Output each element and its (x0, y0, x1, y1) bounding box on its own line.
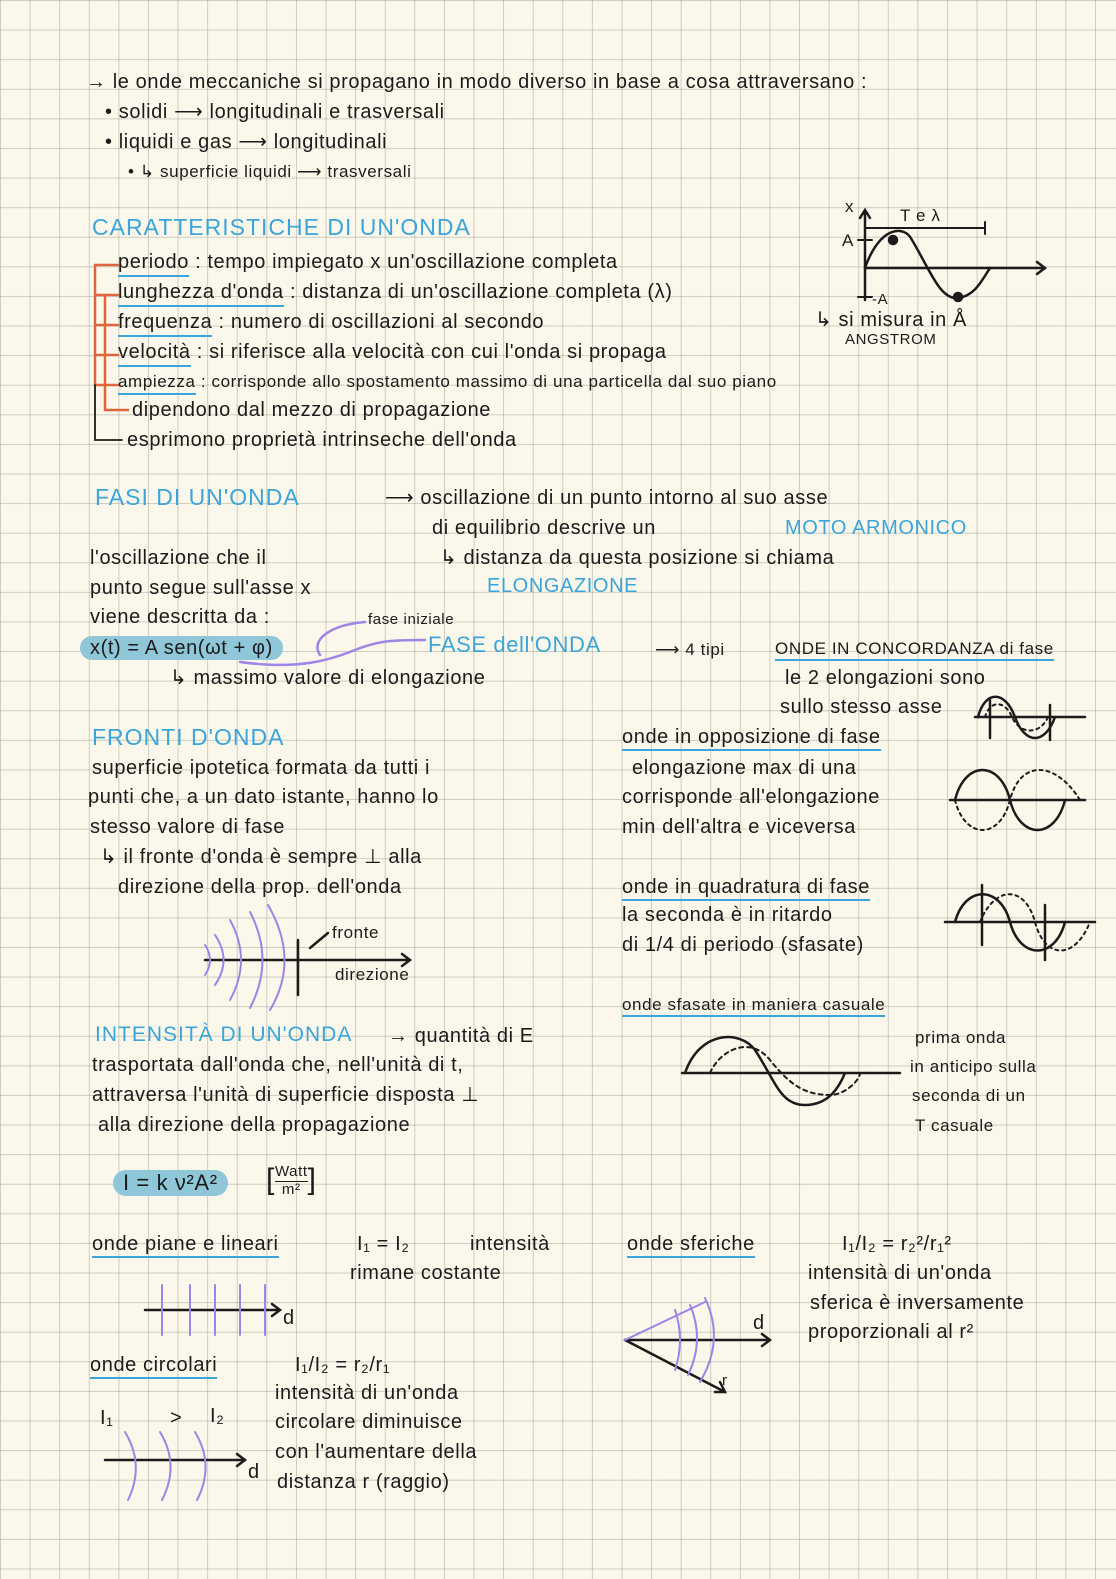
elongazione: ELONGAZIONE (487, 575, 639, 597)
graph-x-label: x (845, 197, 855, 216)
concordanza-diagram (975, 697, 1085, 740)
fase-onda-label: FASE dell'ONDA (428, 632, 601, 657)
intensita-text: trasportata dall'onda che, nell'unità di t, (92, 1054, 464, 1076)
fronti-text: ↳ il fronte d'onda è sempre ⊥ alla (100, 846, 422, 868)
intensita-text: → quantità di E (388, 1025, 534, 1047)
char-item: velocità : si riferisce alla velocità con cui l'onda si propaga (118, 342, 667, 362)
opposizione-text: corrisponde all'elongazione (622, 786, 880, 808)
intro-item: • solidi ⟶ longitudinali e trasversali (105, 101, 445, 123)
fronti-text: punti che, a un dato istante, hanno lo (88, 786, 439, 808)
opposizione-diagram (950, 770, 1085, 830)
char-item: periodo : tempo impiegato x un'oscillazione completa (118, 252, 618, 272)
piane-diagram (145, 1285, 280, 1335)
heading-fasi: FASI DI UN'ONDA (95, 484, 300, 510)
graph-a-label: A (842, 231, 854, 250)
fronte-label: fronte (332, 923, 380, 942)
casuale-text: T casuale (915, 1116, 994, 1135)
quadratura-text: di 1/4 di periodo (sfasate) (622, 934, 864, 956)
massimo-note: ↳ massimo valore di elongazione (170, 667, 486, 689)
fasi-desc: ↳ distanza da questa posizione si chiama (440, 547, 835, 569)
intensity-formula: I = k ν²A² (113, 1170, 228, 1196)
piane-text: rimane costante (350, 1262, 502, 1284)
concordanza-text: le 2 elongazioni sono (785, 667, 986, 689)
fasi-desc: di equilibrio descrive un (432, 517, 657, 539)
opposizione-title: onde in opposizione di fase (622, 727, 881, 751)
sferiche-axis-label: d (753, 1312, 765, 1334)
intro-item: • ↳ superficie liquidi ⟶ trasversali (128, 162, 412, 181)
sferiche-title: onde sferiche (627, 1234, 755, 1258)
char-item: ampiezza : corrisponde allo spostamento massimo di una particella dal suo piano (118, 373, 777, 390)
sferiche-text: intensità di un'onda (808, 1262, 992, 1284)
quadratura-text: la seconda è in ritardo (622, 904, 833, 926)
heading-caratteristiche: CARATTERISTICHE DI UN'ONDA (92, 214, 471, 240)
concordanza-text: sullo stesso asse (780, 696, 943, 718)
intensita-text: attraversa l'unità di superficie disposta ⊥ (92, 1084, 480, 1106)
intro-item: • liquidi e gas ⟶ longitudinali (105, 131, 388, 153)
moto-armonico: MOTO ARMONICO (785, 517, 967, 539)
wave-graph (858, 210, 1045, 301)
casuale-diagram (682, 1037, 900, 1105)
circolari-text: distanza r (raggio) (277, 1471, 450, 1493)
opposizione-text: min dell'altra e viceversa (622, 816, 856, 838)
sferiche-diagram (625, 1298, 770, 1392)
char-item: lunghezza d'onda : distanza di un'oscillazione completa (λ) (118, 282, 672, 302)
quadratura-title: onde in quadratura di fase (622, 877, 870, 901)
casuale-title: onde sfasate in maniera casuale (622, 996, 885, 1017)
fasi-left: viene descritta da : (90, 606, 270, 628)
piane-axis-label: d (283, 1307, 295, 1329)
circolari-formula: I₁/I₂ = r₂/r₁ (295, 1354, 391, 1376)
fronti-text: superficie ipotetica formata da tutti i (92, 757, 430, 779)
casuale-text: prima onda (915, 1028, 1007, 1047)
piane-formula: I₁ = I₂ (357, 1233, 410, 1255)
graph-period-label: T e λ (900, 206, 941, 225)
heading-intensita: INTENSITÀ DI UN'ONDA (95, 1023, 353, 1046)
phase-formula: x(t) = A sen(ωt + φ) (80, 636, 283, 660)
direzione-label: direzione (335, 965, 410, 984)
sferiche-formula: I₁/I₂ = r₂²/r₁² (842, 1233, 952, 1255)
group-note: dipendono dal mezzo di propagazione (132, 399, 492, 421)
circolari-title: onde circolari (90, 1355, 217, 1379)
circolari-diagram (105, 1432, 245, 1500)
sferiche-text: sferica è inversamente (810, 1292, 1025, 1314)
casuale-text: in anticipo sulla (910, 1057, 1037, 1076)
piane-title: onde piane e lineari (92, 1234, 279, 1258)
unit-name: ANGSTROM (845, 331, 937, 348)
sferiche-radius-label: r (722, 1372, 728, 1389)
sferiche-text: proporzionali al r² (808, 1321, 974, 1343)
fase-iniziale-label: fase iniziale (368, 611, 455, 628)
intensity-unit: [ $\frac{\text{Watt}}{\text{m²}}$ ] (266, 1162, 317, 1198)
piane-text: intensità (470, 1233, 550, 1255)
group-note: esprimono proprietà intrinseche dell'onda (127, 429, 517, 451)
quadratura-diagram (945, 885, 1095, 960)
fasi-left: punto segue sull'asse x (90, 577, 312, 599)
heading-fronti: FRONTI D'ONDA (92, 724, 285, 750)
fronti-text: stesso valore di fase (90, 816, 285, 838)
intensita-text: alla direzione della propagazione (98, 1114, 411, 1136)
intro-line: → le onde meccaniche si propagano in modo diverso in base a cosa attraversano : (86, 71, 868, 93)
fasi-left: l'oscillazione che il (90, 547, 267, 569)
i2-label: I₂ (210, 1405, 225, 1427)
circolari-text: con l'aumentare della (275, 1441, 478, 1463)
unit-note: ↳ si misura in Å (815, 309, 967, 331)
circolari-text: circolare diminuisce (275, 1411, 463, 1433)
graph-neg-a-label: -A (872, 291, 889, 308)
fronti-text: direzione della prop. dell'onda (118, 876, 402, 898)
circolari-text: intensità di un'onda (275, 1382, 459, 1404)
char-item: frequenza : numero di oscillazioni al secondo (118, 312, 544, 332)
opposizione-text: elongazione max di una (632, 757, 857, 779)
tipi-label: ⟶ 4 tipi (655, 640, 725, 659)
gt-label: > (170, 1407, 183, 1429)
casuale-text: seconda di un (912, 1086, 1026, 1105)
fasi-desc: ⟶ oscillazione di un punto intorno al suo asse (385, 487, 829, 509)
concordanza-title: ONDE IN CONCORDANZA di fase (775, 640, 1054, 661)
circolari-axis-label: d (248, 1461, 260, 1483)
fronte-diagram (205, 905, 410, 1010)
i1-label: I₁ (100, 1407, 114, 1429)
